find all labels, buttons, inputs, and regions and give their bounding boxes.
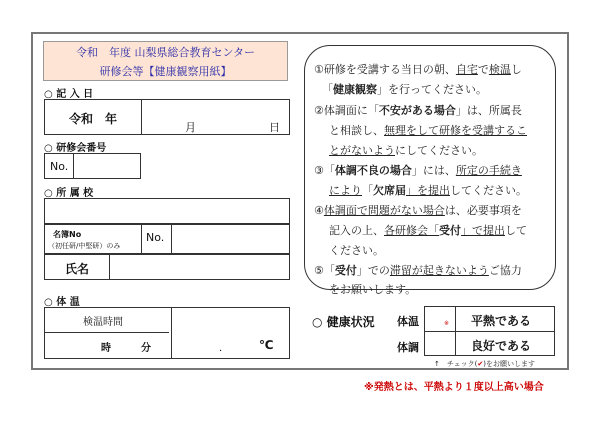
notice-9b: 各研修会「 xyxy=(384,224,439,237)
notice-2b: 健康観察 xyxy=(333,83,377,96)
notice-1b: 自宅 xyxy=(455,63,478,76)
notice-11b: 受付 xyxy=(334,264,357,277)
notice-line-6 xyxy=(314,162,522,178)
notice-6a: ③「 xyxy=(314,164,335,177)
notice-3b: 不安がある場合 xyxy=(378,104,456,117)
minute-label: 分 xyxy=(141,343,151,354)
notice-1e: し xyxy=(510,63,522,76)
notice-7d: 」を提出 xyxy=(406,184,450,197)
notice-7b: 「 xyxy=(362,184,373,197)
notice-line-2 xyxy=(322,81,487,97)
notice-3c: 」は、所属長 xyxy=(455,104,522,117)
notice-3a: ②体調面に「 xyxy=(314,104,379,117)
month-label: 月 xyxy=(185,121,196,134)
notice-1d: 検温 xyxy=(488,63,511,76)
notice-11e: ご協力 xyxy=(488,264,522,277)
notice-8b: 体調面で問題がない場合 xyxy=(323,204,445,217)
notice-7e: してください。 xyxy=(450,184,527,197)
notice-line-10: ください。 xyxy=(329,244,384,257)
notice-4b: 無理をして研修を受講するこ xyxy=(384,124,527,137)
school-heading: ○ 所 属 校 xyxy=(44,188,94,199)
notice-line-3 xyxy=(314,102,522,118)
notice-11a: ⑤「 xyxy=(314,264,335,277)
notice-2a: 「 xyxy=(322,83,333,96)
training-number-box[interactable] xyxy=(44,153,141,179)
notice-9d: 」で提出 xyxy=(461,224,505,237)
notice-1a: ①研修を受講する当日の朝、 xyxy=(314,63,456,76)
name-label: 氏名 xyxy=(65,262,90,276)
temperature-heading: ○ 体 温 xyxy=(44,297,80,308)
check-mark-icon: ✔ xyxy=(477,360,484,368)
training-number-label: No. xyxy=(50,160,69,173)
temp-checkbox[interactable] xyxy=(425,307,455,331)
hour-label: 時 xyxy=(101,343,111,354)
celsius-unit: ℃ xyxy=(259,338,274,352)
temp-note-marker: ※ xyxy=(444,320,450,327)
roster-divider-1 xyxy=(141,225,142,253)
notice-5a: とがないよう xyxy=(329,144,395,157)
notice-6c: 」には、 xyxy=(411,164,456,177)
roster-box[interactable] xyxy=(44,224,290,254)
notice-8c: は、必要事項を xyxy=(444,204,522,217)
notice-11d: 滞留が起きないよう xyxy=(389,264,489,277)
temperature-box[interactable] xyxy=(44,307,290,359)
roster-divider-2 xyxy=(171,225,172,253)
option-normal-temp: 平熱である xyxy=(471,314,532,328)
title-line-1: 令和 年度 山梨県総合教育センター xyxy=(75,46,256,59)
notice-line-8 xyxy=(314,202,522,218)
notice-2c: 」を行ってください。 xyxy=(377,83,487,96)
title-line-2: 研修会等【健康観察用紙】 xyxy=(99,65,232,78)
temperature-divider-h xyxy=(45,332,169,333)
check-instruction xyxy=(434,359,535,369)
notice-9a: 記入の上、 xyxy=(329,224,384,237)
notice-7c: 欠席届 xyxy=(373,184,406,197)
notice-6b: 体調不良の場合 xyxy=(334,164,412,177)
condition-checkbox[interactable] xyxy=(425,332,455,356)
health-check-table xyxy=(424,306,555,356)
name-divider xyxy=(109,255,110,279)
name-box[interactable] xyxy=(44,254,290,280)
option-good-condition: 良好である xyxy=(471,339,532,353)
day-label: 日 xyxy=(269,121,280,134)
check-instruction-post: )をお願いします xyxy=(483,360,535,368)
notice-7a: により xyxy=(329,184,362,197)
training-number-heading: ○ 研修会番号 xyxy=(44,143,107,154)
training-number-divider xyxy=(73,154,74,178)
notice-9e: して xyxy=(505,224,527,237)
era-year-label: 令和 年 xyxy=(69,112,118,126)
notice-line-9 xyxy=(329,222,527,238)
notice-8a: ④ xyxy=(314,204,324,217)
condition-row-label: 体調 xyxy=(397,341,419,354)
temperature-divider-v xyxy=(171,308,172,358)
notice-11c: 」での xyxy=(356,264,390,277)
school-input-box[interactable] xyxy=(44,198,290,224)
notice-1c: で xyxy=(477,63,489,76)
notice-line-7 xyxy=(329,182,527,198)
notice-9c: 受付 xyxy=(439,224,461,237)
notice-line-1 xyxy=(314,61,522,77)
notice-line-12: をお願いします。 xyxy=(329,283,417,296)
notice-4a: と相談し、 xyxy=(329,124,384,137)
notice-6d: 所定の手続き xyxy=(455,164,522,177)
roster-label-line-2: （初任研/中堅研）のみ xyxy=(48,242,121,250)
health-status-heading: ○ 健康状況 xyxy=(312,315,375,329)
entry-date-heading: ○ 記 入 日 xyxy=(44,89,94,100)
notice-line-5 xyxy=(329,142,483,158)
check-instruction-pre: ↑ チェック( xyxy=(434,360,478,368)
temp-row-label: 体温 xyxy=(397,315,419,328)
roster-label-line-1: 名簿No xyxy=(53,230,82,239)
notice-line-4 xyxy=(329,122,527,138)
entry-date-divider xyxy=(141,100,142,134)
decimal-dot: ． xyxy=(219,343,229,354)
entry-date-box[interactable] xyxy=(44,99,290,135)
notice-5b: にしてください。 xyxy=(395,144,483,157)
notice-line-11 xyxy=(314,262,522,278)
roster-no-label: No. xyxy=(146,231,165,244)
fever-definition-footnote: ※発熱とは、平熱より１度以上高い場合 xyxy=(364,382,544,393)
time-header: 検温時間 xyxy=(83,317,123,328)
